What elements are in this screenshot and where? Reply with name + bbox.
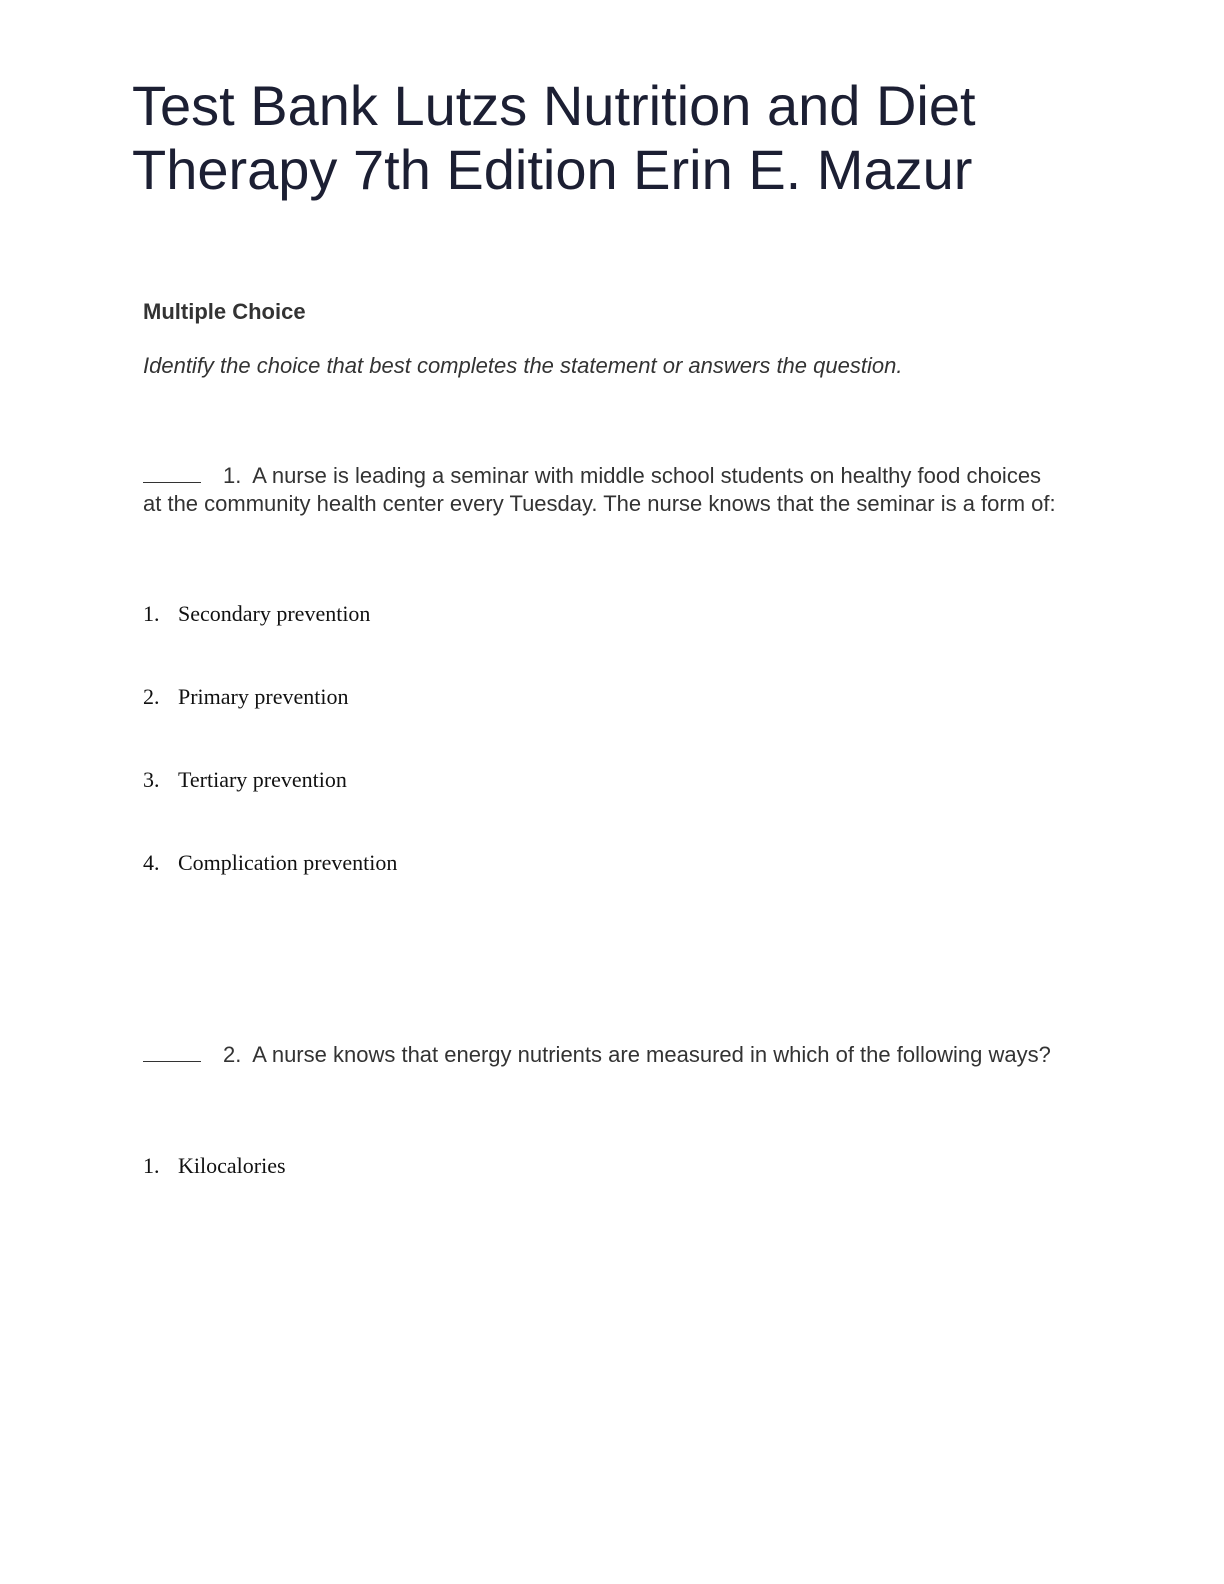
question-number: 2.	[223, 1042, 242, 1067]
answer-blank	[143, 464, 201, 483]
question-1-option-3	[143, 766, 347, 794]
question-text: A nurse is leading a seminar with middle school students on healthy food choices at the community health center every Tuesday. The nurse knows that the seminar is a form of:	[143, 463, 1056, 516]
option-number: 4.	[143, 850, 160, 875]
question-1-option-4	[143, 849, 397, 877]
question-1-option-1	[143, 600, 370, 628]
option-label: Primary prevention	[178, 684, 349, 709]
option-number: 1.	[143, 601, 160, 626]
document-title: Test Bank Lutzs Nutrition and Diet Therapy 7th Edition Erin E. Mazur	[132, 74, 976, 201]
option-number: 3.	[143, 767, 160, 792]
option-label: Complication prevention	[178, 850, 398, 875]
section-heading: Multiple Choice	[143, 299, 306, 324]
question-2-option-1	[143, 1152, 286, 1180]
answer-blank	[143, 1043, 201, 1062]
section-instructions: Identify the choice that best completes the statement or answers the question.	[143, 353, 903, 378]
option-label: Tertiary prevention	[178, 767, 347, 792]
question-text: A nurse knows that energy nutrients are measured in which of the following ways?	[252, 1042, 1051, 1067]
option-label: Secondary prevention	[178, 601, 371, 626]
question-1	[143, 462, 1063, 518]
question-2	[143, 1041, 1063, 1069]
option-label: Kilocalories	[178, 1153, 286, 1178]
question-number: 1.	[223, 463, 242, 488]
question-1-option-2	[143, 683, 348, 711]
option-number: 1.	[143, 1153, 160, 1178]
option-number: 2.	[143, 684, 160, 709]
